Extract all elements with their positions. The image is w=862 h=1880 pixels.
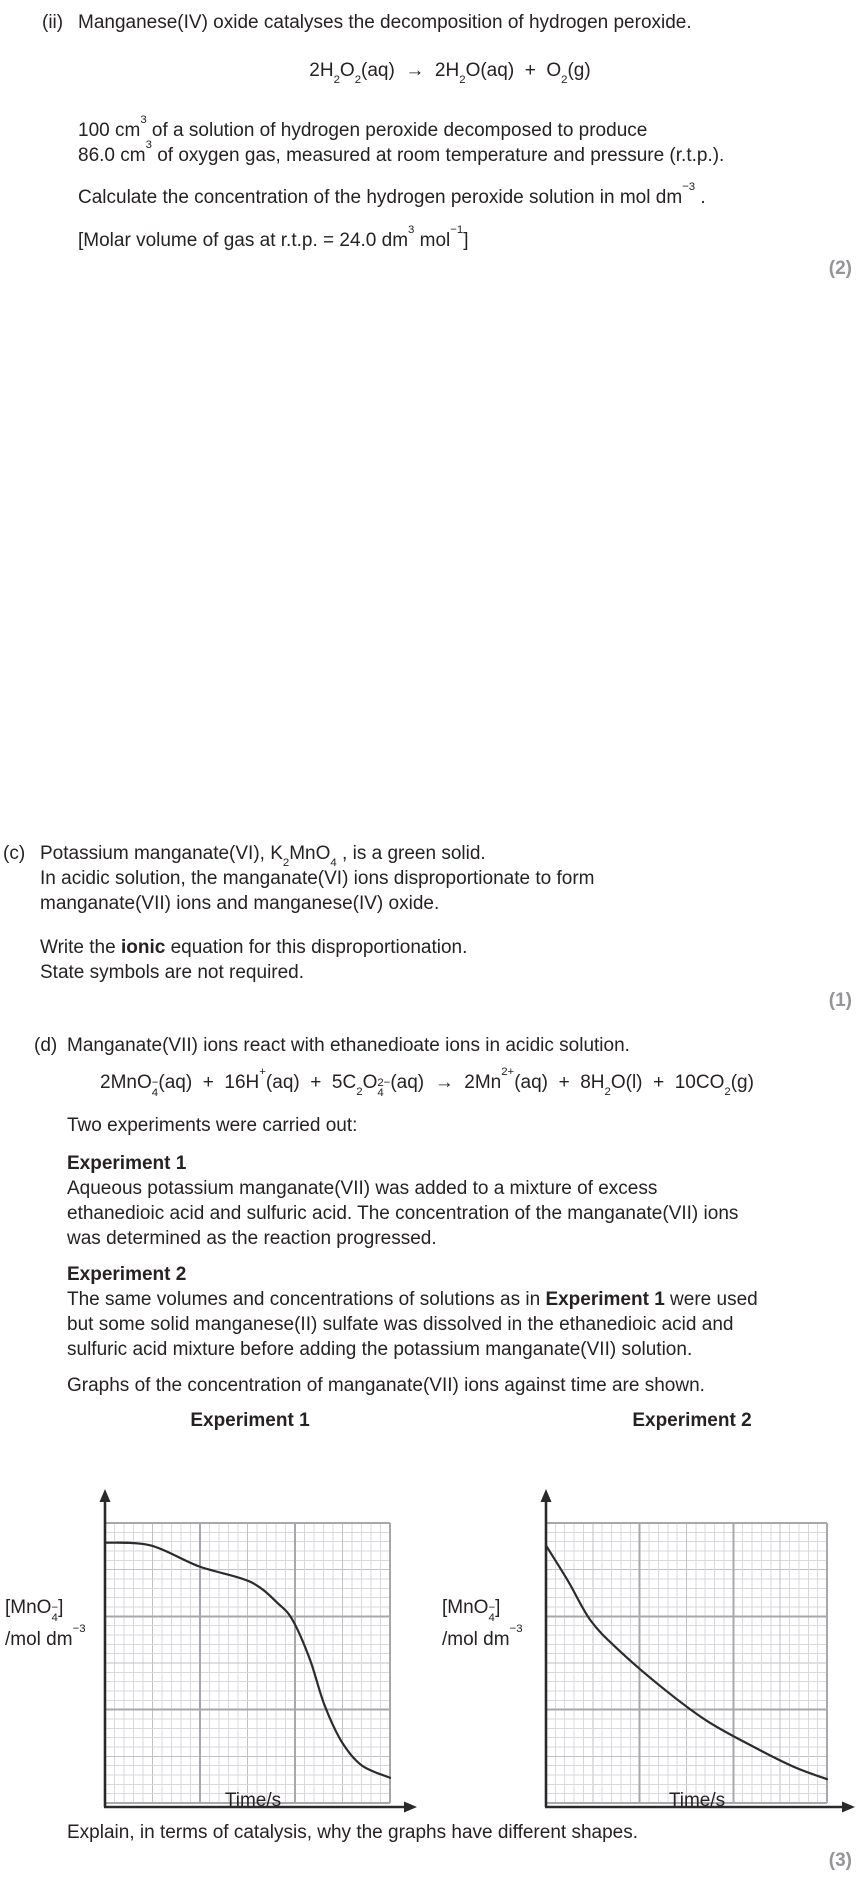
part-d-intro: Manganate(VII) ions react with ethanedioate ions in acidic solution. xyxy=(67,1035,630,1056)
part-c-line1: Potassium manganate(VI), $K_2MnO_4$ , is a green solid. xyxy=(40,843,486,870)
experiment-2-line1: The same volumes and concentrations of solutions as in Experiment 1 were used xyxy=(67,1289,758,1310)
part-ii-intro: Manganese(IV) oxide catalyses the decomposition of hydrogen peroxide. xyxy=(78,12,692,33)
part-ii-task: Calculate the concentration of the hydrogen peroxide solution in mol $dm^{-3}$ . xyxy=(78,181,706,208)
part-c-line2: In acidic solution, the manganate(VI) ions disproportionate to form xyxy=(40,868,595,889)
part-c-task-block xyxy=(40,935,467,985)
experiment-2-heading: Experiment 2 xyxy=(67,1264,187,1285)
experiment-2-paragraph xyxy=(67,1287,758,1362)
part-ii-data-note: [Molar volume of gas at r.t.p. = 24.0 $dm^3$ mol$^{-1}$] xyxy=(78,224,469,251)
part-ii-body-line2: 86.0 $cm^3$ of oxygen gas, measured at room temperature and pressure (r.t.p.). xyxy=(78,139,725,166)
graph-1-y-axis-label-line1: [MnO − 4 ] xyxy=(5,1597,64,1624)
part-c-line3: manganate(VII) ions and manganese(IV) oxide. xyxy=(40,893,440,914)
experiment-1-line1: Aqueous potassium manganate(VII) was added to a mixture of excess xyxy=(67,1178,658,1199)
graph-2-title: Experiment 2 xyxy=(632,1410,752,1431)
part-c-marks-badge: (1) xyxy=(828,990,852,1011)
part-ii-body-line1: 100 $cm^3$ of a solution of hydrogen peroxide decomposed to produce xyxy=(78,114,648,141)
part-d-label: (d) xyxy=(34,1035,58,1056)
part-d-experiments-intro: Two experiments were carried out: xyxy=(67,1115,358,1136)
graph-1-y-axis-label xyxy=(5,1592,86,1656)
experiment-1-line2: ethanedioic acid and sulfuric acid. The concentration of the manganate(VII) ions xyxy=(67,1203,739,1224)
experiment-1-paragraph xyxy=(67,1176,738,1251)
part-c-task-line1: Write the ionic equation for this disproportionation. xyxy=(40,937,468,958)
part-ii-label: (ii) xyxy=(42,12,64,33)
experiment-1-graph-canvas xyxy=(85,1488,430,1818)
part-d-marks-badge: (3) xyxy=(828,1850,852,1871)
graph-1-x-axis-label: Time/s xyxy=(224,1790,282,1811)
graph-1-y-axis-label-line2: /mol $dm^{-3}$ xyxy=(5,1623,86,1650)
graph-2-y-axis-label-line1: [MnO − 4 ] xyxy=(442,1597,501,1624)
experiment-2-line2: but some solid manganese(II) sulfate was dissolved in the ethanedioic acid and xyxy=(67,1314,734,1335)
experiment-1-line3: was determined as the reaction progressed. xyxy=(67,1228,437,1249)
part-d-question: Explain, in terms of catalysis, why the graphs have different shapes. xyxy=(67,1822,639,1843)
graphs-intro: Graphs of the concentration of manganate(VII) ions against time are shown. xyxy=(67,1375,705,1396)
part-ii-marks-badge: (2) xyxy=(828,258,852,279)
graph-2-y-axis-label xyxy=(442,1592,523,1656)
graph-1-title: Experiment 1 xyxy=(190,1410,310,1431)
experiment-2-line3: sulfuric acid mixture before adding the potassium manganate(VII) solution. xyxy=(67,1339,693,1360)
graph-2-y-axis-label-line2: /mol $dm^{-3}$ xyxy=(442,1623,523,1650)
experiment-1-heading: Experiment 1 xyxy=(67,1153,187,1174)
part-d-equation: 2MnO − 4 $(aq) + 16H^+(aq) + 5C_2O$ 2− 4 $(aq) \to 2Mn^{2+}(aq) + 8H_2O(l) + 10CO_2(g)$ xyxy=(100,1066,754,1099)
part-c-task-line2: State symbols are not required. xyxy=(40,962,305,983)
part-ii-equation: $2H_2O_2(aq) \to 2H_2O(aq) + O_2(g)$ xyxy=(309,60,591,87)
graph-2-x-axis-label: Time/s xyxy=(668,1790,726,1811)
part-c-intro-block xyxy=(40,841,594,916)
part-c-label: (c) xyxy=(3,843,26,864)
experiment-2-graph-canvas xyxy=(530,1488,862,1818)
